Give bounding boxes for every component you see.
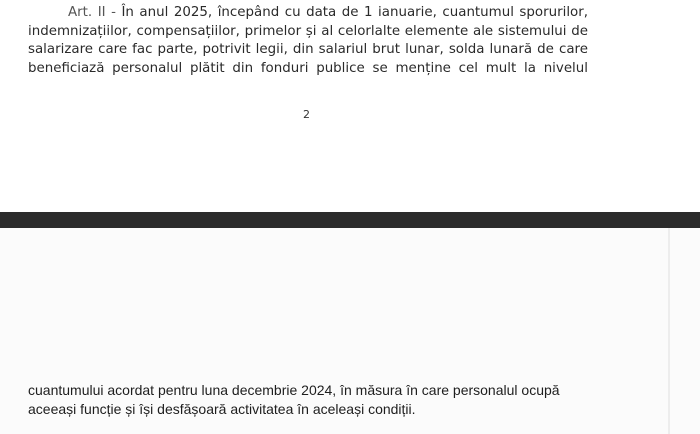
paragraph-line-text: În anul 2025, începând cu data de 1 ianuarie, cuantumul sporurilor, [121, 5, 588, 20]
page-number: 2 [303, 108, 310, 121]
continuation-paragraph [28, 381, 628, 419]
page-separator [0, 212, 700, 228]
paragraph-line: beneficiază personalul plătit din fonduri publice se menține cel mult la nivelul [28, 60, 588, 76]
article-ii-paragraph [28, 4, 588, 78]
document-page-3 [0, 228, 700, 434]
scan-edge [668, 228, 670, 434]
paragraph-line: cuantumului acordat pentru luna decembrie 2024, în măsura în care personalul ocupă [28, 382, 560, 398]
document-page-2 [0, 0, 700, 212]
paragraph-line: salarizare care fac parte, potrivit legii, din salariul brut lunar, solda lunară de care [28, 42, 588, 58]
paragraph-line: aceeași funcție și își desfășoară activitatea în aceleași condiții. [28, 401, 416, 417]
article-label: Art. II - [68, 5, 116, 20]
paragraph-line: indemnizațiilor, compensațiilor, primelor și al celorlalte elemente ale sistemului de [28, 23, 588, 39]
paragraph-line [28, 4, 588, 23]
